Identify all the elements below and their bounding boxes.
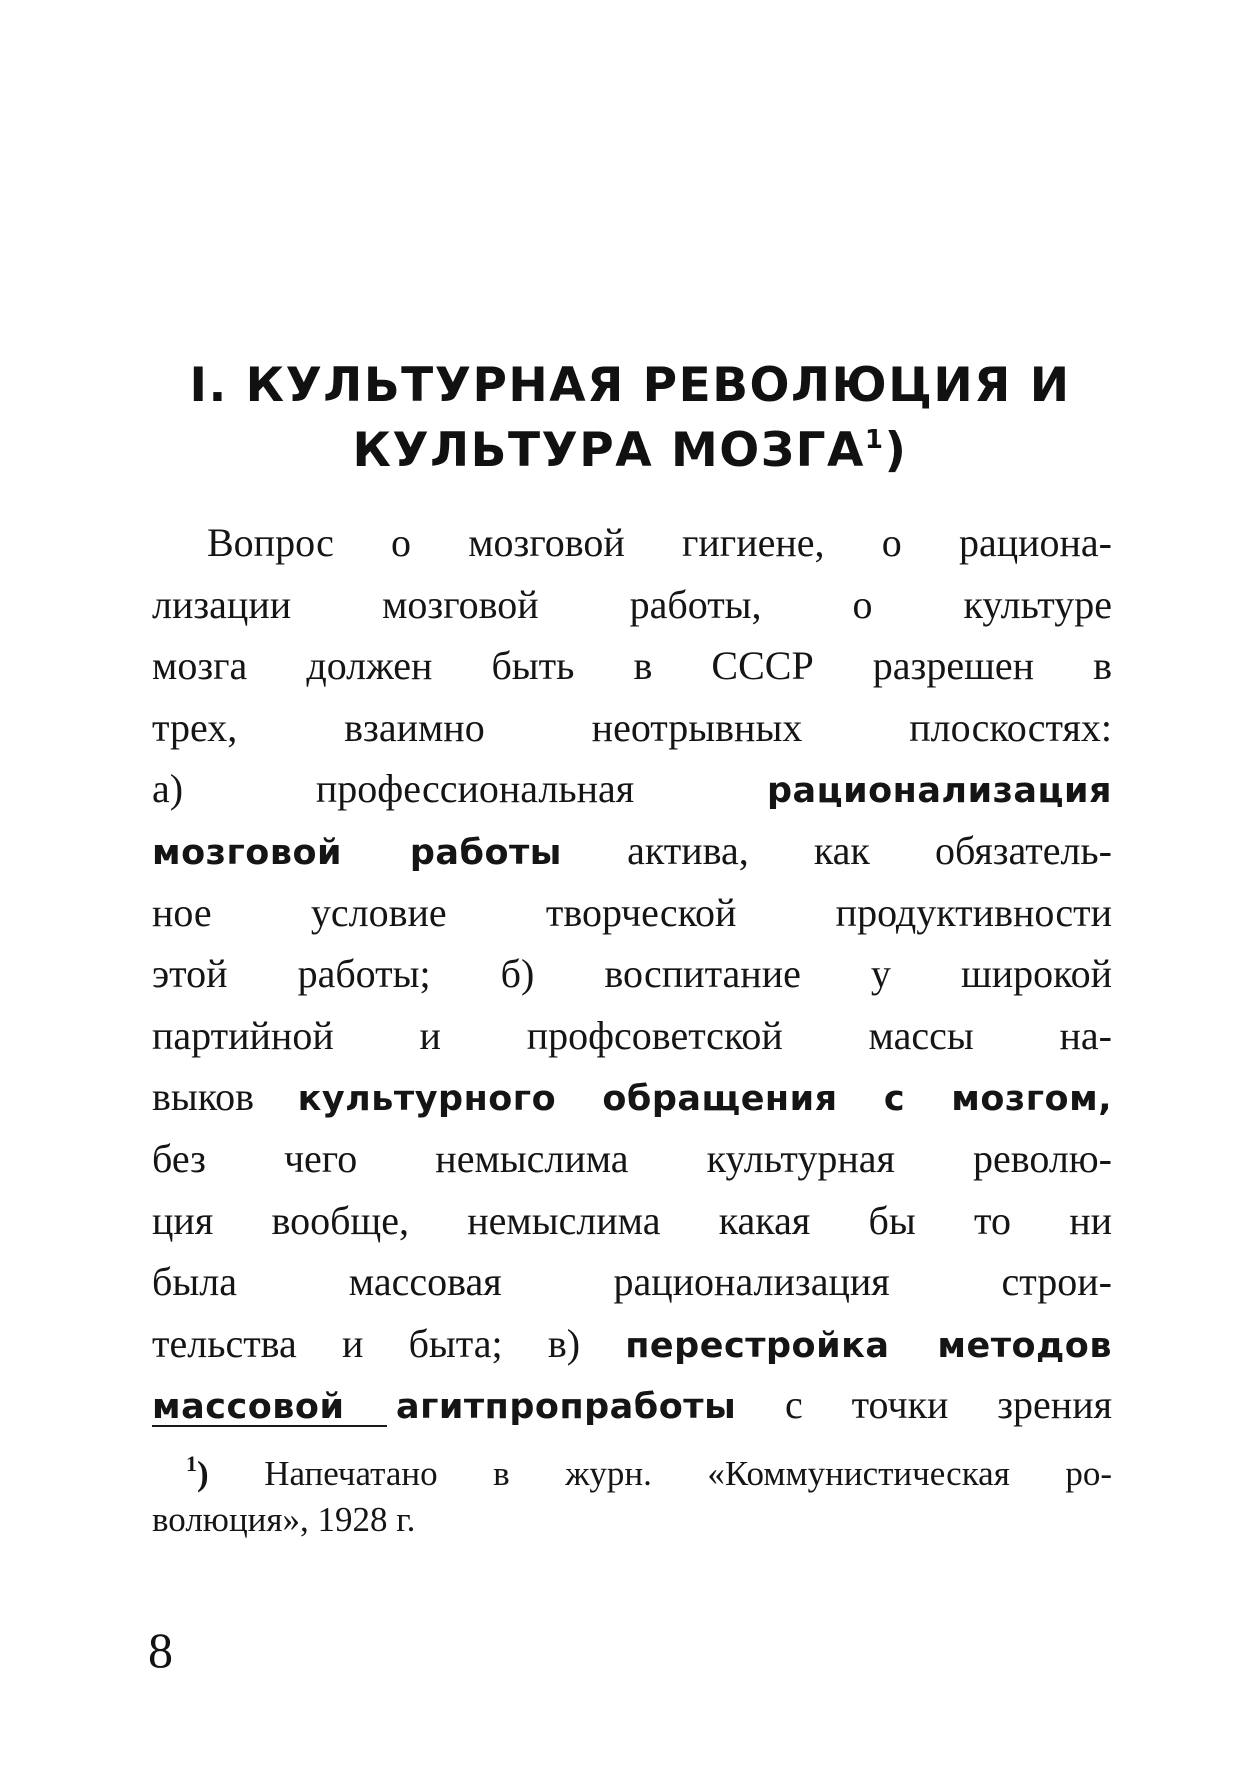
- text-line: [152, 758, 1112, 820]
- body-paragraph: [152, 512, 1112, 1436]
- footnote-line-1: [152, 1451, 1112, 1497]
- text-line: лизации мозговой работы, о культуре: [152, 581, 1112, 627]
- text-line: трех, взаимно неотрывных плоскостях:: [152, 704, 1112, 750]
- footnote-marker: [186, 1451, 209, 1493]
- footnote: [152, 1451, 1112, 1543]
- page-number: 8: [148, 1622, 173, 1678]
- footnote-text: Напечатано в журн. «Коммунистическая ро-: [264, 1454, 1112, 1493]
- emphasis-text: мозговой работы: [152, 832, 562, 873]
- chapter-heading-line-2: [150, 418, 1110, 483]
- emphasis-text: перестройка методов: [625, 1325, 1113, 1366]
- chapter-heading: [150, 353, 1110, 483]
- text-run: с точки зрения: [785, 1382, 1112, 1428]
- text-run: тельства и быта; в): [152, 1320, 581, 1366]
- footnote-divider: [152, 1425, 387, 1427]
- emphasis-text: массовой агитпропработы: [152, 1387, 737, 1428]
- text-line: ное условие творческой продуктивности: [152, 889, 1112, 935]
- text-line: [152, 1066, 1112, 1128]
- text-line: мозга должен быть в СССР разрешен в: [152, 643, 1112, 689]
- heading-footnote-marker: 1: [864, 425, 885, 455]
- footnote-marker-paren: ): [197, 1454, 209, 1493]
- text-line: [152, 820, 1112, 882]
- emphasis-text: рационализация: [766, 771, 1112, 812]
- text-line: партийной и профсоветской массы на-: [152, 1012, 1112, 1058]
- heading-footnote-paren: ): [884, 423, 908, 478]
- text-line: ция вообще, немыслима какая бы то ни: [152, 1197, 1112, 1243]
- chapter-heading-line-2-text: КУЛЬТУРА МОЗГА: [352, 423, 865, 478]
- text-run: актива, как обязатель-: [627, 827, 1112, 873]
- text-line: была массовая рационализация строи-: [152, 1259, 1112, 1305]
- text-line: без чего немыслима культурная револю-: [152, 1135, 1112, 1181]
- footnote-marker-number: 1: [186, 1451, 197, 1476]
- text-run: выков: [152, 1074, 255, 1120]
- chapter-heading-line-1: I. КУЛЬТУРНАЯ РЕВОЛЮЦИЯ И: [189, 358, 1071, 413]
- text-line: этой работы; б) воспитание у широкой: [152, 951, 1112, 997]
- text-line: Вопрос о мозговой гигиене, о рациона-: [207, 520, 1112, 565]
- text-line: [152, 1313, 1112, 1375]
- text-run: а) профессиональная: [152, 766, 635, 812]
- emphasis-text: культурного обращения с мозгом,: [297, 1079, 1113, 1120]
- footnote-line-2: волюция», 1928 г.: [152, 1500, 416, 1539]
